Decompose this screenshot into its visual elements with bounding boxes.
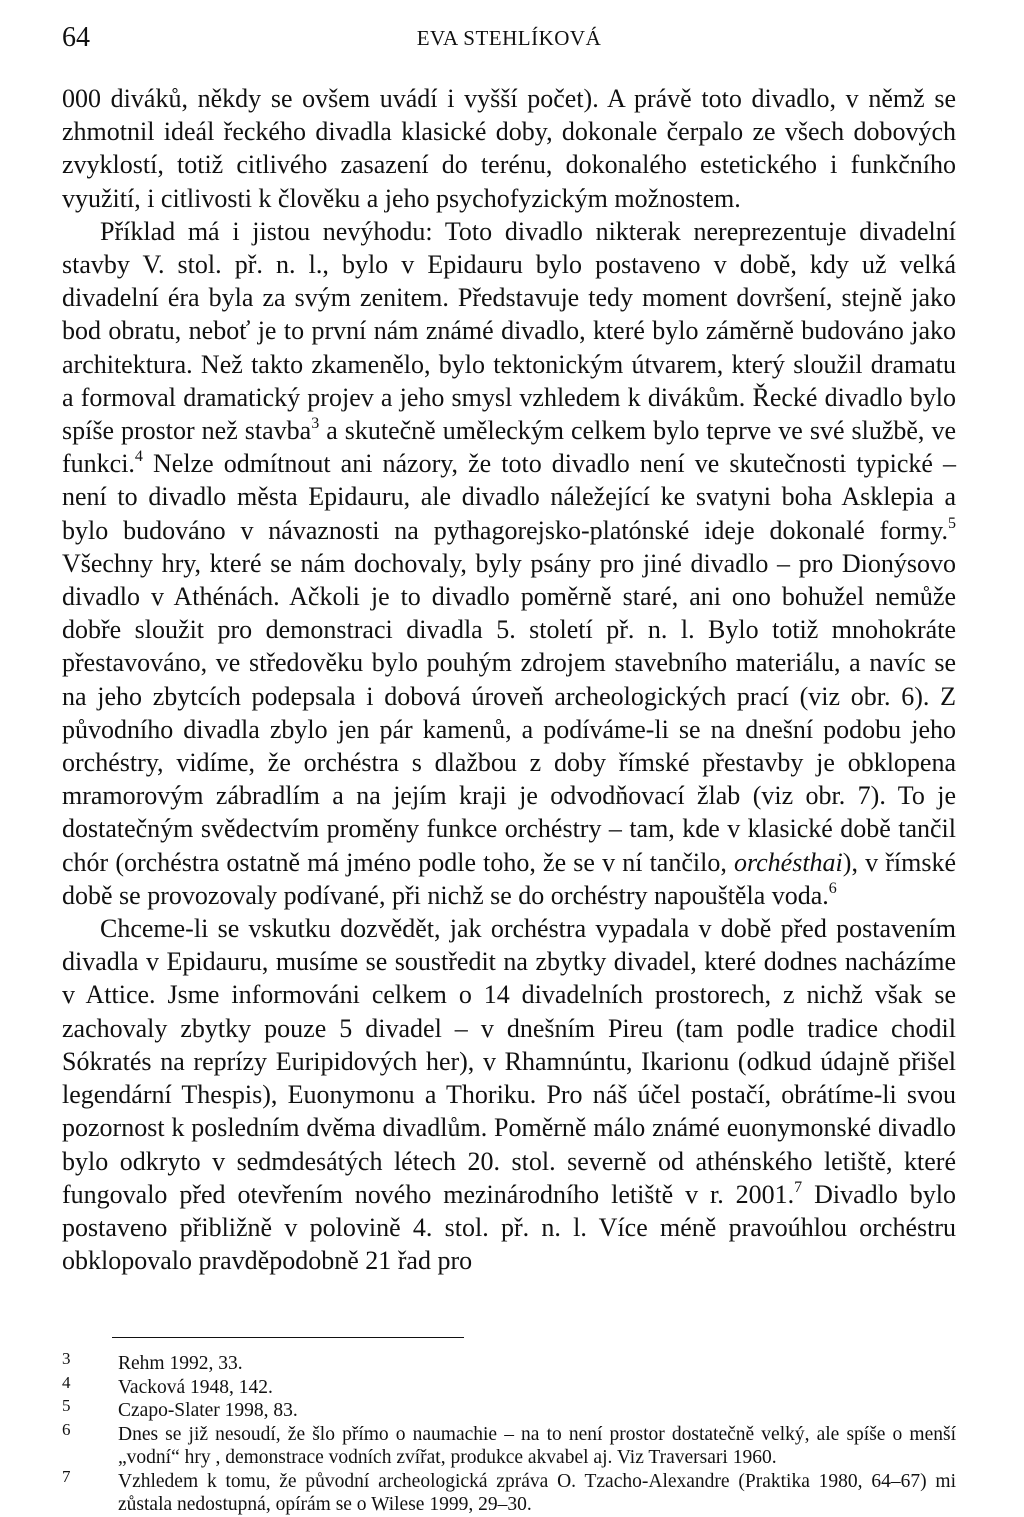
paragraph-3-text-b: Divadlo bylo postaveno přibližně v polovině 4. stol. př. n. l. Více méně pravoúhlou orchéstru obklopovalo pravděpodobně 21 řad pro [62,1179,956,1276]
paragraph-2-text-c: Nelze odmítnout ani názory, že toto divadlo není ve skutečnosti typické – není to divadlo města Epidauru, ale divadlo náležející ke svatyni boha Asklepia a bylo budováno v návaznosti na pythagorejsko-platónské ideje dokonalé formy. [62,449,956,545]
footnote-number: 3 [62,1349,71,1368]
footnote-number: 6 [62,1419,71,1439]
paragraph-2-text-a: Příklad má i jistou nevýhodu: Toto divadlo nikterak nereprezentuje divadelní stavby V. stol. př. n. l., bylo v Epidauru bylo postaveno v době, kdy už velká divadelní éra byla za svým zenitem. Představuje tedy moment dovršení, stejně jako bod obratu, neboť je to první nám známé divadlo, které bylo záměrně budováno jako architektura. Než takto zkamenělo, bylo tektonickým útvarem, který sloužil dramatu a formoval dramatický projev a jeho smysl vzhledem k divákům. Řecké divadlo bylo spíše prostor než stavba [62,216,956,446]
paragraph-1-text: 000 diváků, někdy se ovšem uvádí i vyšší počet). A právě toto divadlo, v němž se zhmotnil ideál řeckého divadla klasické doby, dokonale čerpalo ze všech dobových zvyklostí, totiž citlivého zasazení do terénu, dokonalého estetického i funkčního využití, i citlivosti k člověku a jeho psychofyzickým možnostem. [62,84,956,213]
paragraph-2-text-d: Všechny hry, které se nám dochovaly, byly psány pro jiné divadlo – pro Dionýsovo divadlo v Athénách. Ačkoli je to divadlo poměrně staré, ani ono bohužel nemůže dobře sloužit pro demonstraci divadla 5. století př. n. l. Bylo totiž mnohokráte přestavováno, ve středověku bylo pouhým zdrojem stavebního materiálu, a navíc se na jeho zbytcích podepsala i dobová úroveň archeologických prací (viz obr. 6). Z původního divadla zbylo jen pár kamenů, a podíváme-li se na dnešní podobu jeho orchéstry, vidíme, že orchéstra s dlažbou z doby římské přestavby je obklopena mramorovým zábradlím a na jejím kraji je odvodňovací žlab (viz obr. 7). To je dostatečným svědectvím proměny funkce orchéstry – tam, kde v klasické době tančil chór (orchéstra ostatně má jméno podle toho, že se v ní tančilo, [62,548,956,877]
footnote-ref-3[interactable]: 3 [311,415,320,433]
page-number: 64 [62,22,90,53]
footnote-text: Rehm 1992, 33. [118,1353,243,1374]
paragraph-2 [62,215,956,912]
footnote-ref-4[interactable]: 4 [134,448,143,466]
footnote-ref-6[interactable]: 6 [828,879,837,897]
italic-term: orchésthai [733,847,843,877]
paragraph-3-text-a: Chceme-li se vskutku dozvědět, jak orchéstra vypadala v době před postavením divadla v Epidauru, musíme se soustředit na zbytky divadel, které dodnes nacházíme v Attice. Jsme informováni celkem o 14 divadelních prostorech, z nichž však se zachovaly zbytky pouze 5 divadel – v dnešním Pireu (tam podle tradice chodil Sókratés na reprízy Euripidových her), v Rhamnúntu, Ikarionu (odkud údajně přišel legendární Thespis), Euonymonu a Thoriku. Pro náš účel postačí, obrátíme-li svou pozornost k posledním dvěma divadlům. Poměrně málo známé euonymonské divadlo bylo odkryto v sedmdesátých létech 20. stol. severně od athénského letiště, které fungovalo před otevřením nového mezinárodního letiště v r. 2001. [62,914,956,1209]
running-title: EVA STEHLÍKOVÁ [416,26,602,50]
footnote-ref-7[interactable]: 7 [794,1178,803,1196]
footnotes [62,1349,956,1517]
footnote-number: 4 [62,1372,71,1392]
footnote-text: Dnes se již nesoudí, že šlo přímo o naumachie – na to není prostor dostatečně velký, ale spíše o menší „vodní“ hry , demonstrace vodních zvířat, produkce akvabel aj. Viz Traversari 1960. [118,1423,956,1468]
footnote [62,1419,956,1470]
footnote-divider [112,1337,464,1338]
footnote-number: 7 [62,1466,71,1486]
paragraph-3 [62,912,956,1277]
paragraph-2-text-b: a skutečně uměleckým celkem bylo teprve ve své službě, ve funkci. [62,416,956,479]
footnote-text: Czapo-Slater 1998, 83. [118,1400,298,1421]
footnote [62,1349,956,1376]
footnote [62,1466,956,1517]
footnote-ref-5[interactable]: 5 [948,514,956,532]
footnote-text: Vzhledem k tomu, že původní archeologická zpráva O. Tzacho-Alexandre (Praktika 1980, 64–67) mi zůstala nedostupná, opírám se o Wilese 1999, 29–30. [118,1470,956,1515]
paragraph-2-text-e: ), v římské době se provozovaly podívané, při nichž se do orchéstry napouštěla voda. [62,847,957,910]
footnote-number: 5 [62,1396,71,1415]
page-header [62,22,956,62]
footnote [62,1396,956,1423]
footnote-text: Vacková 1948, 142. [118,1376,273,1398]
main-text [62,82,956,1277]
footnote [62,1372,956,1400]
paragraph-1 [62,82,956,215]
